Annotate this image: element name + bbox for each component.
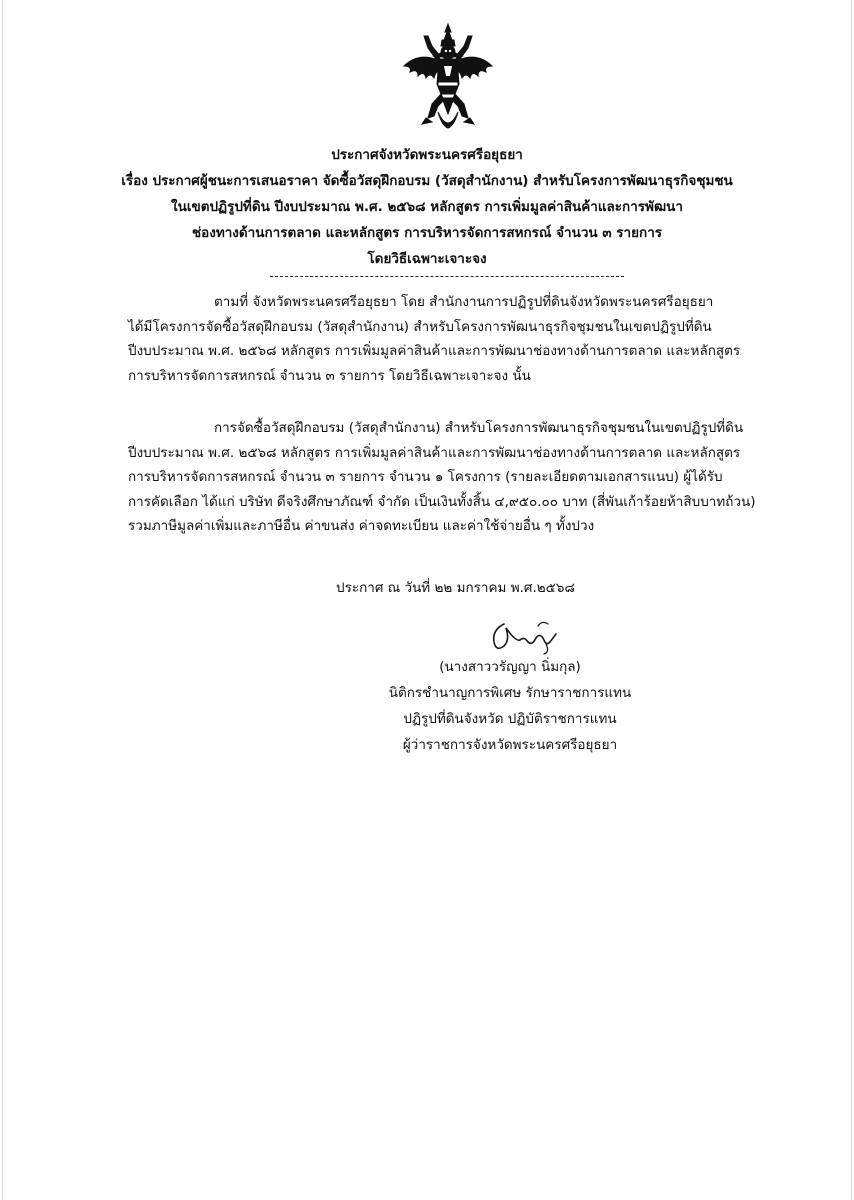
title-line: โดยวิธีเฉพาะเจาะจง <box>367 251 487 267</box>
title-divider <box>270 276 624 277</box>
signer-block <box>360 654 660 758</box>
title-line: เรื่อง ประกาศผู้ชนะการเสนอราคา จัดซื้อวัสดุฝึกอบรม (วัสดุสำนักงาน) สำหรับโครงการพัฒนาธุรกิจชุมชน <box>121 173 733 189</box>
title-line: ช่องทางด้านการตลาด และหลักสูตร การบริหารจัดการสหกรณ์ จำนวน ๓ รายการ <box>191 225 663 241</box>
paragraph-line: การบริหารจัดการสหกรณ์ จำนวน ๓ รายการ โดยวิธีเฉพาะเจาะจง นั้น <box>128 367 531 384</box>
announcement-date: ประกาศ ณ วันที่ ๒๒ มกราคม พ.ศ.๒๕๖๘ <box>336 580 575 596</box>
body-paragraph-1 <box>128 290 792 388</box>
handwritten-signature <box>486 612 576 658</box>
paragraph-line: รวมภาษีมูลค่าเพิ่มและภาษีอื่น ค่าขนส่ง ค่าจดทะเบียน และค่าใช้จ่ายอื่น ๆ ทั้งปวง <box>128 518 595 534</box>
title-line: ในเขตปฏิรูปที่ดิน ปีงบประมาณ พ.ศ. ๒๕๖๘ หลักสูตร การเพิ่มมูลค่าสินค้าและการพัฒนา <box>171 199 683 215</box>
body-paragraph-2 <box>128 416 792 539</box>
signer-name: (นางสาววรัญญา นิ่มกุล) <box>439 659 581 675</box>
paragraph-line: ปีงบประมาณ พ.ศ. ๒๕๖๘ หลักสูตร การเพิ่มมูลค่าสินค้าและการพัฒนาช่องทางด้านการตลาด และหลักสูตร <box>128 343 741 359</box>
document-title <box>100 142 754 272</box>
paragraph-line: การจัดซื้อวัสดุฝึกอบรม (วัสดุสำนักงาน) สำหรับโครงการพัฒนาธุรกิจชุมชนในเขตปฏิรูปที่ดิน <box>214 420 744 436</box>
signer-position: นิติกรชำนาญการพิเศษ รักษาราชการแทน <box>388 685 632 701</box>
signer-position: ปฏิรูปที่ดินจังหวัด ปฏิบัติราชการแทน <box>403 711 617 727</box>
paragraph-line: ปีงบประมาณ พ.ศ. ๒๕๖๘ หลักสูตร การเพิ่มมูลค่าสินค้าและการพัฒนาช่องทางด้านการตลาด และหลักสูตร <box>128 444 741 461</box>
paragraph-line: ตามที่ จังหวัดพระนครศรีอยุธยา โดย สำนักงานการปฏิรูปที่ดินจังหวัดพระนครศรีอยุธยา <box>214 294 714 310</box>
garuda-emblem-icon <box>398 22 498 140</box>
paragraph-line: ได้มีโครงการจัดซื้อวัสดุฝึกอบรม (วัสดุสำนักงาน) สำหรับโครงการพัฒนาธุรกิจชุมชนในเขตปฏิรูปที่ดิน <box>128 318 712 335</box>
paragraph-line: การคัดเลือก ได้แก่ บริษัท ดีจริงศึกษาภัณฑ์ จำกัด เป็นเงินทั้งสิ้น ๔,๙๕๐.๐๐ บาท (สี่พันเก้าร้อยห้าสิบบาทถ้วน) <box>128 493 756 510</box>
title-line: ประกาศจังหวัดพระนครศรีอยุธยา <box>331 147 523 163</box>
signer-position: ผู้ว่าราชการจังหวัดพระนครศรีอยุธยา <box>402 737 618 753</box>
paragraph-line: การบริหารจัดการสหกรณ์ จำนวน ๓ รายการ จำนวน ๑ โครงการ (รายละเอียดตามเอกสารแนบ) ผู้ได้รับ <box>128 469 723 485</box>
